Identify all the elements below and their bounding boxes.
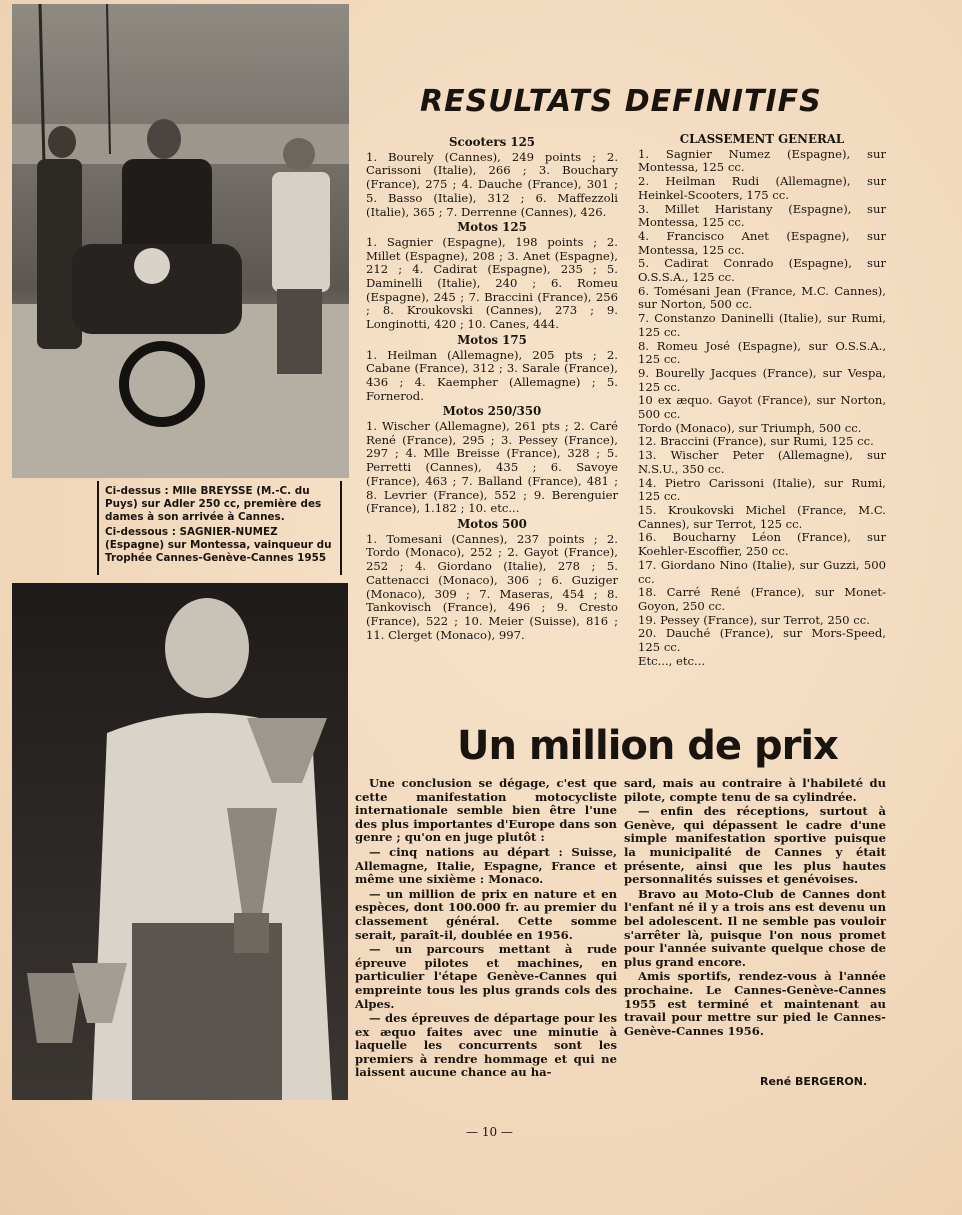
ranking-entry: 9. Bourelly Jacques (France), sur Vespa, 125 cc. xyxy=(638,365,886,394)
caption-top: Ci-dessus : Mlle BREYSSE (M.-C. du Puys) sur Adler 250 cc, première des dames à son arrivée à Cannes. xyxy=(105,485,322,523)
ranking-entry: 12. Braccini (France), sur Rumi, 125 cc. xyxy=(638,434,874,449)
ranking-entry: 6. Tomésani Jean (France, M.C. Cannes), sur Norton, 500 cc. xyxy=(638,283,886,312)
ranking-entry: 7. Constanzo Daninelli (Italie), sur Rumi, 125 cc. xyxy=(638,311,886,339)
article-paragraph: Bravo au Moto-Club de Cannes dont l'enfant né il y a trois ans est devenu un bel adolescent. Il ne semble pas vouloir s'arrêter là, puisque l'on nous promet pour l'année suivante quelque chose de plus grand encore. xyxy=(624,886,886,969)
article-column-right xyxy=(624,777,886,1039)
article-paragraph: sard, mais au contraire à l'habileté du pilote, compte tenu de sa cylindrée. xyxy=(624,776,886,804)
article-paragraph: — enfin des réceptions, surtout à Genève, qui dépassent le cadre d'une simple manifestation sportive puisque la municipalité de Cannes y était présente, ainsi que les plus hautes personnalités suisses et genévoises. xyxy=(624,804,886,887)
result-text: 1. Heilman (Allemagne), 205 pts ; 2. Cabane (France), 312 ; 3. Sarale (France), 436 ; 4. Kaempher (Allemagne) ; 5. Fornerod. xyxy=(366,347,618,403)
ranking-entry: 2. Heilman Rudi (Allemagne), sur Heinkel-Scooters, 175 cc. xyxy=(638,174,886,202)
result-heading: Motos 250/350 xyxy=(442,404,542,419)
article-paragraph: — cinq nations au départ : Suisse, Allemagne, Italie, Espagne, France et même une sixième : Monaco. xyxy=(355,844,617,887)
ranking-entry: 5. Cadirat Conrado (Espagne), sur O.S.S.A., 125 cc. xyxy=(638,256,886,285)
ranking-entry: 15. Kroukovski Michel (France, M.C. Cannes), sur Terrot, 125 cc. xyxy=(638,502,886,531)
general-ranking-column xyxy=(638,131,886,668)
author-signature: René BERGERON. xyxy=(760,1075,868,1088)
result-heading: Motos 125 xyxy=(457,220,527,235)
ranking-entry: 14. Pietro Carissoni (Italie), sur Rumi, 125 cc. xyxy=(638,475,886,504)
photo-motorcycle-riders xyxy=(12,4,349,478)
ranking-entry: 19. Pessey (France), sur Terrot, 250 cc. xyxy=(638,612,870,627)
article-column-left xyxy=(355,777,617,1081)
ranking-entry: 1. Sagnier Numez (Espagne), sur Montessa, 125 cc. xyxy=(638,146,886,175)
general-heading: CLASSEMENT GENERAL xyxy=(679,132,845,146)
ranking-entry: 20. Dauché (France), sur Mors-Speed, 125 cc. xyxy=(638,626,886,655)
ranking-entry: Tordo (Monaco), sur Triumph, 500 cc. xyxy=(638,420,862,435)
result-block xyxy=(366,136,618,219)
result-block xyxy=(366,221,618,332)
article-paragraph: — un million de prix en nature et en espèces, dont 100.000 fr. au premier du classement général. Cette somme serait, paraît-il, doublée en 1956. xyxy=(355,886,617,942)
article-heading: Un million de prix xyxy=(457,723,838,769)
ranking-entry: 13. Wischer Peter (Allemagne), sur N.S.U., 350 cc. xyxy=(638,448,886,476)
ranking-entry: 3. Millet Haristany (Espagne), sur Montessa, 125 cc. xyxy=(638,201,886,230)
article-paragraph: — des épreuves de départage pour les ex æquo faites avec une minutie à laquelle les concurrents sont les premiers à rendre hommage et qui ne laissent aucune chance au ha- xyxy=(355,1011,617,1080)
photo-caption xyxy=(97,481,342,575)
page-number: — 10 — xyxy=(466,1125,513,1139)
caption-bottom: Ci-dessous : SAGNIER-NUMEZ (Espagne) sur Montessa, vainqueur du Trophée Cannes-Genève-Cannes 1955 xyxy=(105,526,332,564)
result-block xyxy=(366,518,618,642)
result-text: 1. Bourely (Cannes), 249 points ; 2. Carissoni (Italie), 266 ; 3. Bouchary (France), 275 ; 4. Dauche (France), 301 ; 5. Basso (Italie), 312 ; 6. Maffezzoli (Italie), 365 ; 7. Derrenne (Cannes), 426. xyxy=(366,149,618,219)
ranking-entry: 4. Francisco Anet (Espagne), sur Montessa, 125 cc. xyxy=(638,228,886,257)
ranking-entry: 10 ex æquo. Gayot (France), sur Norton, 500 cc. xyxy=(638,393,886,422)
result-text: 1. Wischer (Allemagne), 261 pts ; 2. Caré René (France), 295 ; 3. Pessey (France), 297 ; 4. Mlle Breisse (France), 328 ; 5. Perretti (Cannes), 435 ; 6. Savoye (France), 463 ; 7. Balland (France), 481 ; 8. Levrier (France), 552 ; 9. Berenguier (France), 1.182 ; 10. etc... xyxy=(366,419,618,516)
result-block xyxy=(366,334,618,404)
ranking-entry: 8. Romeu José (Espagne), sur O.S.S.A., 125 cc. xyxy=(638,338,886,367)
result-heading: Motos 500 xyxy=(457,516,527,531)
article-paragraph: Amis sportifs, rendez-vous à l'année prochaine. Le Cannes-Genève-Cannes 1955 est terminé et maintenant au travail pour mettre sur pied le Cannes-Genève-Cannes 1956. xyxy=(624,969,886,1038)
article-paragraph: — un parcours mettant à rude épreuve pilotes et machines, en particulier l'étape Genève-Cannes qui empreinte tous les plus grands cols des Alpes. xyxy=(355,942,617,1011)
result-text: 1. Tomesani (Cannes), 237 points ; 2. Tordo (Monaco), 252 ; 2. Gayot (France), 252 ; 4. Giordano (Italie), 278 ; 5. Cattenacci (Monaco), 306 ; 6. Guziger (Monaco), 309 ; 7. Maseras, 454 ; 8. Tankovisch (France), 496 ; 9. Cresto (France), 522 ; 10. Meier (Suisse), 816 ; 11. Clerget (Monaco), 997. xyxy=(366,531,618,642)
result-heading: Motos 175 xyxy=(457,332,527,347)
photo-winner-trophies xyxy=(12,583,348,1100)
ranking-entry: Etc..., etc... xyxy=(638,653,706,668)
ranking-entry: 17. Giordano Nino (Italie), sur Guzzi, 500 cc. xyxy=(638,557,886,586)
ranking-entry: 18. Carré René (France), sur Monet-Goyon, 250 cc. xyxy=(638,585,886,613)
article-paragraph: Une conclusion se dégage, c'est que cette manifestation motocycliste internationale semble bien être l'une des plus importantes d'Europe dans son genre ; qu'on en juge plutôt : xyxy=(355,776,617,845)
ranking-entry: 16. Boucharny Léon (France), sur Koehler-Escoffier, 250 cc. xyxy=(638,530,886,559)
result-heading: Scooters 125 xyxy=(449,135,535,149)
results-column xyxy=(366,134,618,642)
result-block xyxy=(366,405,618,516)
page-title: RESULTATS DEFINITIFS xyxy=(420,84,822,119)
result-text: 1. Sagnier (Espagne), 198 points ; 2. Millet (Espagne), 208 ; 3. Anet (Espagne), 212 ; 4. Cadirat (Espagne), 235 ; 5. Daminelli (Italie), 240 ; 6. Romeu (Espagne), 245 ; 7. Braccini (France), 256 ; 8. Kroukovski (Cannes), 273 ; 9. Longinotti, 420 ; 10. Canes, 444. xyxy=(366,234,618,332)
